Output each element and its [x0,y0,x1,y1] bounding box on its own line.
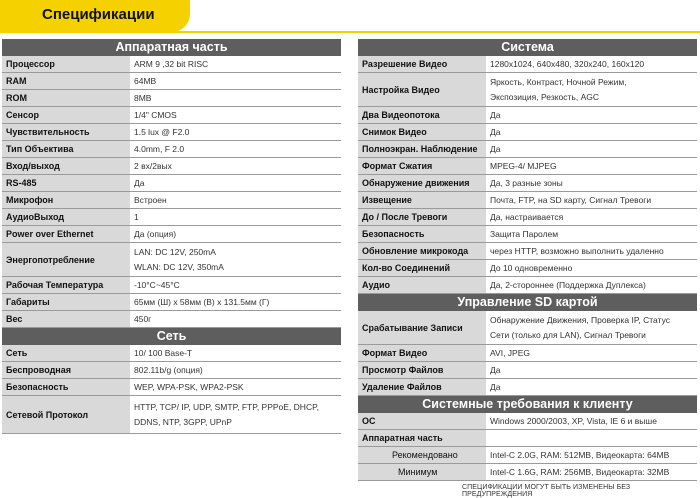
spec-value [130,345,341,361]
spec-value [130,226,341,242]
spec-value [130,192,341,208]
spec-value [130,124,341,140]
spec-value [486,56,697,72]
spec-value-line: ARM 9 ,32 bit RISC [134,58,209,69]
left-column [2,39,341,434]
spec-label: Минимум [358,464,486,480]
spec-value [486,141,697,157]
spec-label: RAM [2,73,130,89]
spec-value [486,464,697,480]
spec-value-line: Да, 3 разные зоны [490,177,563,188]
spec-value-line: WLAN: DC 12V, 350mA [134,261,224,272]
spec-label: Процессор [2,56,130,72]
spec-value-line: 4.0mm, F 2.0 [134,143,185,154]
spec-value-line: Обнаружение Движения, Проверка IP, Статус [490,314,670,325]
spec-row [2,56,341,73]
spec-value-line: Да [134,177,145,188]
spec-row [2,107,341,124]
spec-value-line: Windows 2000/2003, XP, Vista, IE 6 и выше [490,415,657,426]
spec-row [358,158,697,175]
spec-value-line: через HTTP, возможно выполнить удаленно [490,245,664,256]
spec-row [2,396,341,434]
spec-value [130,56,341,72]
spec-row [2,226,341,243]
system-heading: Система [358,39,697,56]
spec-label: RS-485 [2,175,130,191]
spec-row [358,243,697,260]
spec-label: Вес [2,311,130,327]
spec-value [130,379,341,395]
spec-row [358,141,697,158]
spec-label: Сенсор [2,107,130,123]
spec-row [2,192,341,209]
right-column [358,39,697,481]
spec-value [130,294,341,310]
spec-value-line: DDNS, NTP, 3GPP, UPnP [134,416,232,427]
spec-row [358,260,697,277]
spec-row [358,447,697,464]
spec-value [486,447,697,463]
spec-label: Беспроводная [2,362,130,378]
spec-value-line: Яркость, Контраст, Ночной Режим, [490,76,627,87]
spec-value [130,141,341,157]
spec-value-line: Экспозиция, Резкость, AGC [490,91,599,102]
spec-label: Тип Объектива [2,141,130,157]
spec-value [486,277,697,293]
spec-label: Безопасность [2,379,130,395]
spec-row [2,73,341,90]
hardware-rows [2,56,341,328]
client-section [358,396,697,481]
spec-value-line: 1/4" CMOS [134,109,177,120]
spec-value [486,362,697,378]
spec-value-line: AVI, JPEG [490,347,530,358]
spec-row [358,107,697,124]
spec-value-line: HTTP, TCP/ IP, UDP, SMTP, FTP, PPPoE, DHCP, [134,401,320,412]
spec-value-line: MPEG-4/ MJPEG [490,160,557,171]
spec-label: Вход/выход [2,158,130,174]
spec-row [358,73,697,107]
spec-label: Кол-во Соединений [358,260,486,276]
spec-value-line: 65мм (Ш) x 58мм (В) x 131.5мм (Г) [134,296,270,307]
spec-label: Удаление Файлов [358,379,486,395]
sd-rows [358,311,697,396]
spec-label: Сетевой Протокол [2,396,130,433]
spec-label: Микрофон [2,192,130,208]
spec-row [2,90,341,107]
spec-value-line: Да, настраивается [490,211,564,222]
spec-value-line: Да [490,126,501,137]
spec-row [358,226,697,243]
spec-label: Срабатывание Записи [358,311,486,344]
hardware-section [2,39,341,328]
system-section [358,39,697,294]
spec-value-line: 10/ 100 Base-T [134,347,193,358]
spec-label: Безопасность [358,226,486,242]
network-rows [2,345,341,434]
spec-value [130,90,341,106]
spec-row [358,430,697,447]
footnote: СПЕЦИФИКАЦИИ МОГУТ БЫТЬ ИЗМЕНЕНЫ БЕЗ ПРЕДУПРЕЖДЕНИЯ [462,484,631,498]
spec-label: Аудио [358,277,486,293]
spec-value-line: 1.5 lux @ F2.0 [134,126,190,137]
spec-value [486,413,697,429]
spec-value-line: Почта, FTP, на SD карту, Сигнал Тревоги [490,194,652,205]
spec-value-line: Встроен [134,194,167,205]
spec-row [2,124,341,141]
spec-label: ROM [2,90,130,106]
spec-value-line: Intel-C 2.0G, RAM: 512MB, Видеокарта: 64MB [490,449,670,460]
spec-row [358,362,697,379]
spec-value-line: 2 вх/2вых [134,160,172,171]
spec-value [486,192,697,208]
spec-value [486,345,697,361]
spec-value-line: До 10 одновременно [490,262,573,273]
spec-row [2,209,341,226]
spec-label: ОС [358,413,486,429]
spec-value [486,175,697,191]
spec-row [358,192,697,209]
spec-label: Формат Сжатия [358,158,486,174]
spec-row [358,124,697,141]
spec-value [486,311,697,344]
spec-value [130,362,341,378]
spec-row [2,311,341,328]
spec-row [358,175,697,192]
spec-label: Настройка Видео [358,73,486,106]
spec-value [130,158,341,174]
spec-value [486,107,697,123]
spec-row [2,243,341,277]
client-rows [358,413,697,481]
spec-label: Полноэкран. Наблюдение [358,141,486,157]
spec-value-line: 1 [134,211,139,222]
spec-label: Обновление микрокода [358,243,486,259]
spec-value [130,311,341,327]
spec-value-line: 8MB [134,92,152,103]
spec-value [486,124,697,140]
spec-label: Энергопотребление [2,243,130,276]
spec-label: Просмотр Файлов [358,362,486,378]
spec-row [358,209,697,226]
spec-value-line: Да [490,109,501,120]
spec-value [130,396,341,433]
spec-value-line: Да, 2-стороннее (Поддержка Дуплекса) [490,279,646,290]
spec-label: Рекомендовано [358,447,486,463]
spec-value-line: 1280x1024, 640x480, 320x240, 160x120 [490,58,645,69]
spec-row [2,158,341,175]
spec-row [358,277,697,294]
spec-label: Чувствительность [2,124,130,140]
spec-label: Формат Видео [358,345,486,361]
spec-value [486,209,697,225]
spec-row [358,464,697,481]
network-heading: Сеть [2,328,341,345]
spec-value-line: LAN: DC 12V, 250mA [134,246,216,257]
spec-label: Два Видеопотока [358,107,486,123]
spec-label: До / После Тревоги [358,209,486,225]
spec-value-line: WEP, WPA-PSK, WPA2-PSK [134,381,244,392]
spec-label: АудиоВыход [2,209,130,225]
spec-label: Разрешение Видео [358,56,486,72]
spec-value [130,175,341,191]
hardware-heading: Аппаратная часть [2,39,341,56]
spec-value [486,158,697,174]
spec-row [2,141,341,158]
spec-value-line: 64MB [134,75,157,86]
spec-value-line: Да (опция) [134,228,177,239]
spec-row [358,379,697,396]
spec-row [2,379,341,396]
spec-label: Аппаратная часть [358,430,486,446]
spec-row [2,362,341,379]
spec-value [486,260,697,276]
spec-value-line: Intel-C 1.6G, RAM: 256MB, Видеокарта: 32MB [490,466,670,477]
spec-label: Рабочая Температура [2,277,130,293]
spec-label: Извещение [358,192,486,208]
spec-row [358,345,697,362]
network-section [2,328,341,434]
spec-row [358,413,697,430]
spec-label: Габариты [2,294,130,310]
spec-row [358,311,697,345]
spec-label: Сеть [2,345,130,361]
spec-value-line: Да [490,143,501,154]
spec-value [130,73,341,89]
spec-value-line: 802.11b/g (опция) [134,364,203,375]
spec-value-line: Да [490,381,501,392]
spec-row [2,345,341,362]
spec-value [486,73,697,106]
spec-label: Обнаружение движения [358,175,486,191]
sd-section [358,294,697,396]
spec-value [130,107,341,123]
page-title: Спецификации [42,6,155,23]
spec-value-line: -10°C~45°C [134,279,180,290]
spec-label: Power over Ethernet [2,226,130,242]
spec-value-line: 450г [134,313,152,324]
spec-value-line: Сети (только для LAN), Сигнал Тревоги [490,329,646,340]
spec-value [486,226,697,242]
spec-value [486,430,697,446]
spec-value [486,243,697,259]
spec-value-line: Защита Паролем [490,228,559,239]
spec-value [130,209,341,225]
sd-heading: Управление SD картой [358,294,697,311]
spec-value [486,379,697,395]
spec-row [2,277,341,294]
spec-label: Снимок Видео [358,124,486,140]
spec-value [130,243,341,276]
spec-row [2,294,341,311]
system-rows [358,56,697,294]
client-heading: Системные требования к клиенту [358,396,697,413]
spec-value-line: Да [490,364,501,375]
page-header [0,0,700,32]
header-divider [0,31,700,33]
spec-row [2,175,341,192]
spec-row [358,56,697,73]
spec-value [130,277,341,293]
